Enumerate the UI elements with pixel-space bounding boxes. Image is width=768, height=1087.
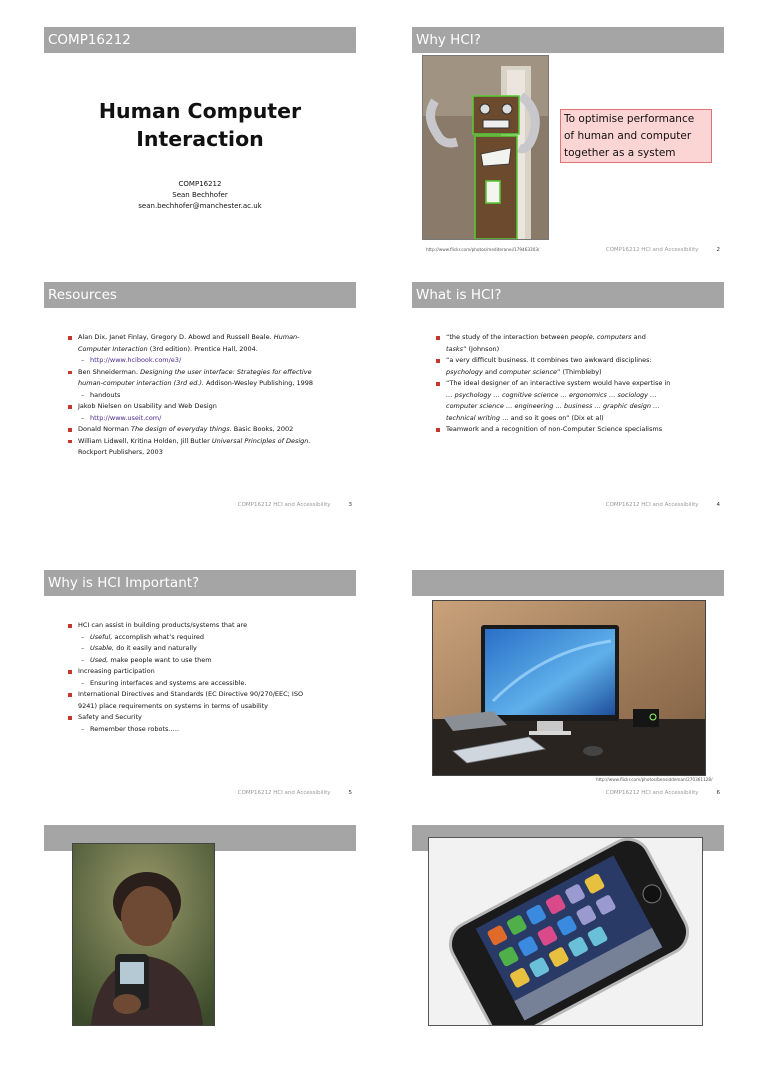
list-item: – Ensuring interfaces and systems are accessible. [68,678,358,690]
author-email: sean.bechhofer@manchester.ac.uk [138,202,262,210]
slide-header: What is HCI? [412,282,724,308]
photo-credit: http://www.flickr.com/photos/mediteranei/179463303/ [426,247,540,252]
slide-footer: COMP16212 HCI and Accessibility 3 [237,502,352,508]
slide-header: Resources [44,282,356,308]
slide-5 [44,570,356,832]
list-item: – handouts [68,390,358,402]
page-number: 3 [348,502,352,508]
list-item: – Useful, accomplish what’s required [68,632,358,644]
slide-header: COMP16212 [44,27,356,53]
importance-list [68,620,358,735]
list-item: Safety and Security [68,712,358,724]
list-item: Donald Norman The design of everyday things. Basic Books, 2002 [68,424,358,436]
list-item: Ben Shneiderman. Designing the user interface: Strategies for effective human-computer interaction (3rd ed.). Addison-Wesley Publishing, 1998 [68,367,358,390]
definition-list [436,332,726,436]
slide-header: Why is HCI Important? [44,570,356,596]
list-item: “The ideal designer of an interactive system would have expertise in … psychology … cognitive science … ergonomics … sociology … computer science … engineering … business … graphic design … technical writing … and so it goes on” (Dix et al) [436,378,726,424]
slide-footer: COMP16212 HCI and Accessibility 6 [605,790,720,796]
slide-1 [44,27,356,289]
robot-photo [422,55,549,240]
page-number: 4 [716,502,720,508]
hcibook-link[interactable]: http://www.hcibook.com/e3/ [90,356,182,364]
slide-footer: COMP16212 HCI and Accessibility 2 [605,247,720,253]
author-info [44,179,356,212]
slide-4 [412,282,724,544]
list-item: William Lidwell, Kritina Holden, Jill Butler Universal Principles of Design. Rockport Publishers, 2003 [68,436,358,459]
slide-3 [44,282,356,544]
slide-footer: COMP16212 HCI and Accessibility 5 [237,790,352,796]
page-number: 5 [348,790,352,796]
callout-box: To optimise performance of human and computer together as a system [560,109,712,163]
slide-7 [44,825,356,1087]
slide-6 [412,570,724,832]
list-item: Increasing participation [68,666,358,678]
slide-title: Human Computer Interaction [98,99,302,151]
desktop-computer-photo [432,600,706,776]
useit-link[interactable]: http://www.useit.com/ [90,413,162,422]
page-number: 6 [716,790,720,796]
list-item: “a very difficult business. It combines two awkward disciplines: psychology and computer science” (Thimbleby) [436,355,726,378]
list-item: “the study of the interaction between people, computers and tasks” (Johnson) [436,332,726,355]
slide-footer: COMP16212 HCI and Accessibility 4 [605,502,720,508]
author-name: Sean Bechhofer [172,191,228,199]
photo-credit: http://www.flickr.com/photos/bensiddeman/270361128/ [596,777,713,782]
list-item: – Used, make people want to use them [68,655,358,667]
list-item: – Remember those robots….. [68,724,358,736]
list-item [68,413,358,425]
resource-list [68,332,358,459]
list-item: – Usable, do it easily and naturally [68,643,358,655]
list-item: International Directives and Standards (EC Directive 90/270/EEC; ISO 9241) place requirements on systems in terms of usability [68,689,358,712]
list-item [68,355,358,367]
slide-header: Why HCI? [412,27,724,53]
slide-header [412,570,724,596]
person-with-phone-photo [72,843,215,1026]
list-item: Jakob Nielsen on Usability and Web Design [68,401,358,413]
list-item: Teamwork and a recognition of non-Computer Science specialisms [436,424,726,436]
smartphone-photo [428,837,703,1026]
list-item: HCI can assist in building products/systems that are [68,620,358,632]
course-code: COMP16212 [178,180,222,188]
list-item: Alan Dix, Janet Finlay, Gregory D. Abowd and Russell Beale. Human- Computer Interaction (3rd edition). Prentice Hall, 2004. [68,332,358,355]
slide-8 [412,825,724,1087]
slide-2 [412,27,724,289]
page-number: 2 [716,247,720,253]
